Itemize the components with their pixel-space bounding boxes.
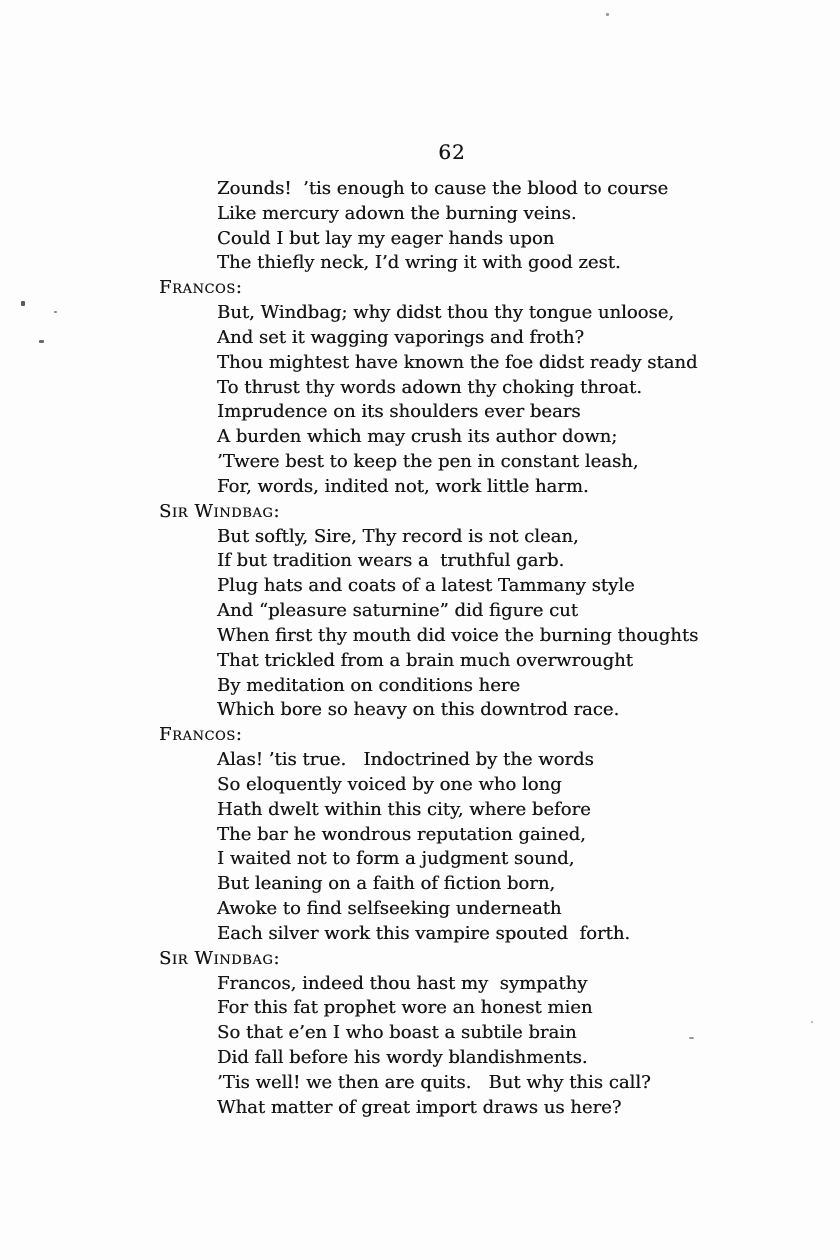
verse-line: Hath dwelt within this city, where before (217, 798, 591, 820)
verse-line: To thrust thy words adown thy choking throat. (217, 376, 642, 398)
page-number: 62 (438, 140, 466, 164)
speaker-label: Sir Windbag: (159, 500, 281, 522)
verse-line: Imprudence on its shoulders ever bears (217, 401, 581, 423)
verse-line: A burden which may crush its author down; (217, 426, 618, 448)
speaker-label: Francos: (159, 277, 243, 299)
verse-line: But leaning on a faith of fiction born, (217, 873, 556, 895)
scan-speck (39, 340, 44, 343)
verse-line: But softly, Sire, Thy record is not clean, (217, 525, 579, 547)
verse-line: Which bore so heavy on this downtrod race. (217, 699, 620, 721)
verse-line: So eloquently voiced by one who long (217, 773, 562, 795)
verse-line: And set it wagging vaporings and froth? (217, 326, 585, 348)
verse-line: ’Twere best to keep the pen in constant leash, (217, 451, 639, 473)
scan-speck (689, 1037, 694, 1039)
scan-speck (54, 311, 57, 313)
verse-line: That trickled from a brain much overwrought (217, 649, 633, 671)
verse-line: Francos, indeed thou hast my sympathy (217, 972, 588, 994)
verse-line: What matter of great import draws us here? (217, 1096, 622, 1118)
verse-line: The bar he wondrous reputation gained, (217, 823, 586, 845)
verse-line: Like mercury adown the burning veins. (217, 202, 577, 224)
verse-line: By meditation on conditions here (217, 674, 521, 696)
verse-line: Could I but lay my eager hands upon (217, 227, 555, 249)
verse-line: I waited not to form a judgment sound, (217, 848, 575, 870)
verse-line: The thiefly neck, I’d wring it with good zest. (217, 252, 621, 274)
scan-speck (21, 301, 25, 306)
verse-line: Awoke to find selfseeking underneath (217, 898, 562, 920)
verse-line: Each silver work this vampire spouted forth. (217, 922, 631, 944)
speaker-label: Francos: (159, 724, 243, 746)
verse-line: Alas! ’tis true. Indoctrined by the words (217, 749, 594, 771)
verse-line: ’Tis well! we then are quits. But why this call? (217, 1071, 651, 1093)
poem-lines (0, 177, 840, 1120)
verse-line: So that e’en I who boast a subtile brain (217, 1022, 577, 1044)
verse-line: But, Windbag; why didst thou thy tongue unloose, (217, 302, 675, 324)
verse-line: For this fat prophet wore an honest mien (217, 997, 593, 1019)
speaker-label: Sir Windbag: (159, 947, 281, 969)
verse-line: For, words, indited not, work little harm. (217, 475, 589, 497)
scan-speck (606, 13, 609, 16)
verse-line: Did fall before his wordy blandishments. (217, 1046, 588, 1068)
verse-line: Zounds! ’tis enough to cause the blood to course (217, 178, 669, 199)
verse-line: Thou mightest have known the foe didst ready stand (217, 351, 698, 373)
scan-speck (811, 1021, 813, 1023)
verse-line: And “pleasure saturnine” did figure cut (217, 600, 578, 622)
verse-line: If but tradition wears a truthful garb. (217, 550, 565, 572)
verse-line: When first thy mouth did voice the burning thoughts (217, 624, 699, 646)
verse-line: Plug hats and coats of a latest Tammany style (217, 575, 635, 597)
